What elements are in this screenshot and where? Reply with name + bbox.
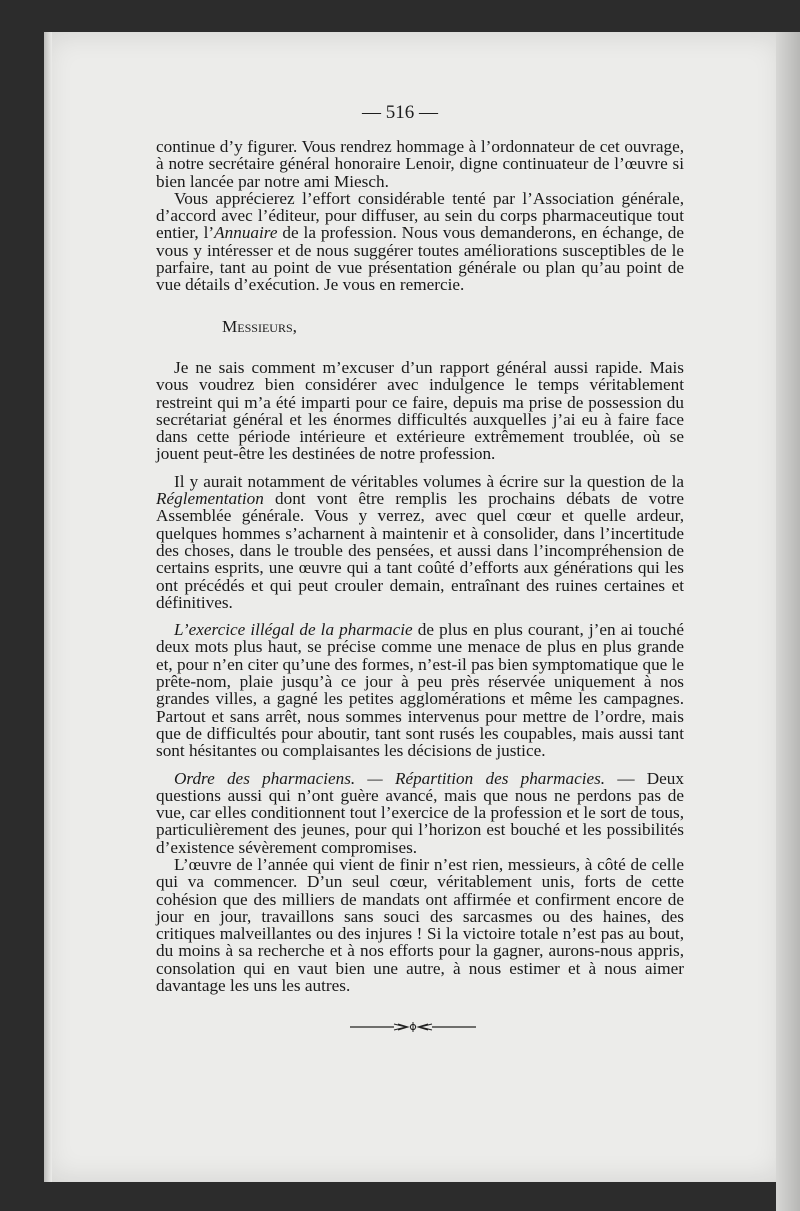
paragraph-2-start: Vous apprécierez l’effort considérable tenté par l’Association générale, d’accord avec l’éditeur, pour diffuser, au sein du corps pharmaceutique tout entier, l’ <box>156 188 684 243</box>
section-heading: Messieurs, <box>222 316 297 336</box>
ordre-pharmaciens-term: Ordre des pharmaciens. — Répartition des pharmacies. <box>174 768 606 788</box>
paragraph-2-end: de la profession. Nous vous demanderons, en échange, de vous y intéresser et de nous suggérer toutes améliorations susceptibles de le parfaire, tant au point de vue présentation générale ou plan qu’au point de vue détails d’exécution. Je vous en remercie. <box>156 223 684 295</box>
exercice-illegal-term: L’exercice illégal de la pharmacie <box>174 620 413 640</box>
paragraph-6-end: — Deux questions aussi qui n’ont guère avancé, mais que nous ne perdons pas de vue, car elles conditionnent tout l’exercice de la profession et le sort de tous, particulièrement des jeunes, pour qui l’horizon est bouché et les possibilités d’existence sévèrement compromises. <box>156 768 684 857</box>
paragraph-2 <box>156 190 684 294</box>
paragraph-6 <box>156 770 684 856</box>
reglementation-term: Réglementation <box>156 489 264 509</box>
paragraph-5 <box>156 621 684 759</box>
page-number: — 516 — <box>362 102 438 123</box>
paragraph-1: continue d’y figurer. Vous rendrez hommage à l’ordonnateur de cet ouvrage, à notre secrétaire général honoraire Lenoir, digne continuateur de l’œuvre si bien lancée par notre ami Miesch. <box>156 137 684 191</box>
paragraph-5-end: de plus en plus courant, j’en ai touché deux mots plus haut, se précise comme une menace de plus en plus grande et, pour n’en citer qu’une des formes, n’est-il pas bien symptomatique que le prête-nom, plaie jusqu’à ce jour à peu près réservée uniquement à nos grandes villes, a gagné les petites agglomérations et même les campagnes. Partout et sans arrêt, nous sommes intervenus pour mettre de l’ordre, mais que de difficultés pour aboutir, tant sont rusés les coupables, mais aussi tant sont hésitantes ou complaisantes les décisions de justice. <box>156 620 684 761</box>
end-ornament-icon <box>350 1021 476 1033</box>
page-edge-left <box>44 32 52 1182</box>
paragraph-4-end: dont vont être remplis les prochains débats de votre Assemblée générale. Vous y verrez, avec quel cœur et quelle ardeur, quelques hommes s’acharnent à maintenir et à consolider, dans l’incertitude des choses, dans le trouble des pensées, et aussi dans l’incompréhension de certains esprits, une œuvre qui a tant coûté d’efforts aux générations qui les ont précédés et qui peut crouler demain, entraînant des ruines certaines et définitives. <box>156 489 684 612</box>
body-text <box>156 138 684 994</box>
annuaire-title: Annuaire <box>214 223 278 243</box>
paragraph-7: L’œuvre de l’année qui vient de finir n’est rien, messieurs, à côté de celle qui va commencer. D’un seul cœur, véritablement unis, forts de cette cohésion que des milliers de mandats ont affirmée et confirment encore de jour en jour, travaillons sans souci des sarcasmes ou des haines, des critiques malveillantes ou des injures ! Si la victoire totale n’est pas au bout, du moins à sa recherche et à nos efforts pour la gagner, aurons-nous appris, consolation qui en vaut bien une autre, à nous estimer et à nous aimer davantage les uns les autres. <box>156 854 684 996</box>
page-edge-right <box>776 32 800 1211</box>
paragraph-3: Je ne sais comment m’excuser d’un rapport général aussi rapide. Mais vous voudrez bien considérer avec indulgence le temps véritablement restreint qui m’a été imparti pour ce faire, depuis ma prise de possession du secrétariat général et les énormes difficultés auxquelles j’ai eu à faire face dans cette période intérieure et extérieure extrêmement troublée, où se jouent peut-être les destinées de notre profession. <box>156 357 684 464</box>
paragraph-4-start: Il y aurait notamment de véritables volumes à écrire sur la question de la <box>174 471 684 491</box>
paragraph-4 <box>156 473 684 611</box>
